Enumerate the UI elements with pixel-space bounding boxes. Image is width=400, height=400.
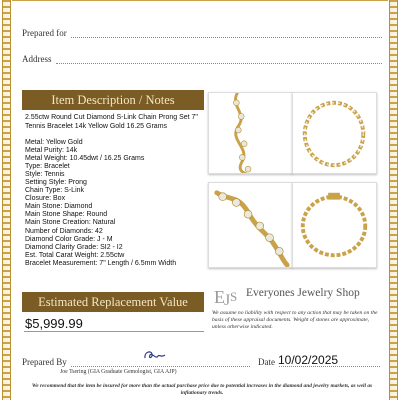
detail-line: Bracelet Measurement: 7" Length / 6.5mm Width <box>25 259 177 267</box>
date-row <box>258 353 380 367</box>
detail-line: Metal: Yellow Gold <box>25 139 83 146</box>
address-label: Address <box>22 54 52 64</box>
detail-line: Closure: Box <box>25 195 66 203</box>
detail-line: Setting Style: Prong <box>25 179 87 187</box>
liability-disclaimer: We assume no liability with respect to any action that may be taken on the basis of these appraisal documents. Weight of stones are approximate, unless otherwise indicated. <box>212 310 378 330</box>
detail-line: Est. Total Carat Weight: 2.55ctw <box>25 251 125 259</box>
detail-line: Chain Type: S-Link <box>25 187 85 195</box>
right-ornate-border <box>389 0 398 400</box>
replacement-value: $5,999.99 <box>25 316 83 331</box>
prepared-for-field[interactable] <box>71 28 382 38</box>
date-value: 10/02/2025 <box>278 353 339 367</box>
address-row <box>22 50 382 64</box>
replacement-value-header: Estimated Replacement Value <box>22 292 204 312</box>
prepared-for-row <box>22 24 382 38</box>
svg-text:S: S <box>230 289 238 304</box>
product-photo-chain-closeup <box>208 92 293 174</box>
detail-line: Metal Purity: 14k <box>25 147 78 155</box>
detail-line: Main Stone Shape: Round <box>25 211 108 219</box>
date-label: Date <box>258 357 275 367</box>
detail-line: Diamond Clarity Grade: SI2 - I2 <box>25 243 123 251</box>
detail-line: Main Stone: Diamond <box>25 203 93 211</box>
price-underline <box>24 331 204 332</box>
address-field[interactable] <box>56 54 383 64</box>
product-photo-links-detail <box>208 182 293 268</box>
item-title: 2.55ctw Round Cut Diamond S-Link Chain Prong Set 7" Tennis Bracelet 14k Yellow Gold 16.25 Grams <box>25 114 198 130</box>
prepared-by-field[interactable] <box>71 357 250 367</box>
insurance-recommendation: We recommend that the item be insured for more than the actual purchase price due to potential increases in the diamond and jewelry markets, as well as inflationary trends. <box>31 383 373 396</box>
detail-line: Metal Weight: 10.45dwt / 16.25 Grams <box>25 155 145 163</box>
product-photo-bracelet-loop <box>292 92 377 174</box>
prepared-by-row <box>22 355 250 367</box>
top-border-line <box>12 0 388 1</box>
left-ornate-border <box>2 0 11 400</box>
shop-name: Everyones Jewelry Shop <box>246 287 360 299</box>
detail-line: Diamond Color Grade: J - M <box>25 235 113 243</box>
prepared-by-label: Prepared By <box>22 357 67 367</box>
detail-line: Number of Diamonds: 42 <box>25 227 103 235</box>
ejs-monogram-logo <box>213 284 241 308</box>
product-photo-clasp <box>292 182 377 268</box>
prepared-for-label: Prepared for <box>22 28 67 38</box>
detail-line: Main Stone Creation: Natural <box>25 219 116 227</box>
item-description-header: Item Description / Notes <box>22 90 204 110</box>
item-details-list <box>25 139 205 268</box>
detail-line: Type: Bracelet <box>25 163 70 171</box>
preparer-name: Joe Tsering (GIA Graduate Gemologist, GIA AJP) <box>60 369 177 375</box>
svg-text:E: E <box>214 287 225 307</box>
detail-line: Style: Tennis <box>25 171 65 179</box>
svg-text:J: J <box>224 292 231 308</box>
